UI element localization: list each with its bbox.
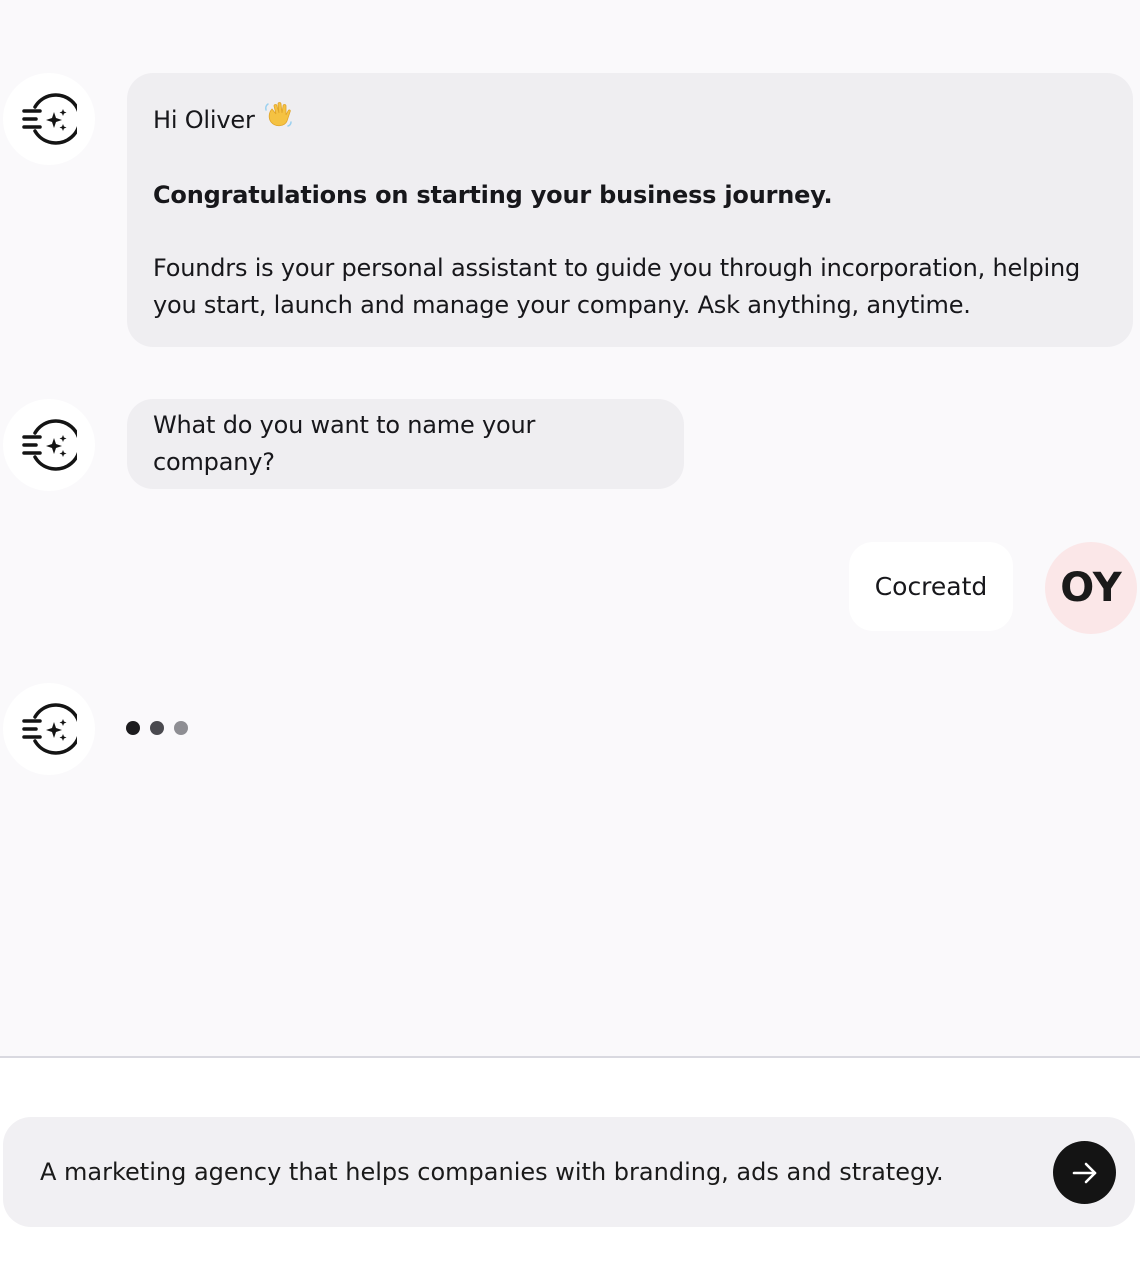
message-input-box[interactable] xyxy=(3,1117,1135,1227)
typing-indicator xyxy=(126,721,188,735)
user-message xyxy=(849,542,1013,631)
typing-dot xyxy=(174,721,188,735)
bot-avatar xyxy=(3,73,95,165)
typing-dot xyxy=(150,721,164,735)
message-title: Congratulations on starting your business journey. xyxy=(153,181,833,209)
message-body: Foundrs is your personal assistant to guide you through incorporation, helping you start, launch and manage your company. Ask anything, anytime. xyxy=(153,254,1081,319)
typing-dot xyxy=(126,721,140,735)
bot-message-question xyxy=(127,399,684,489)
bot-avatar xyxy=(3,399,95,491)
foundrs-logo-icon xyxy=(21,417,77,473)
arrow-right-icon xyxy=(1070,1158,1100,1188)
greeting-line xyxy=(153,100,1107,141)
greeting-text: Hi Oliver xyxy=(153,106,255,134)
message-text: What do you want to name your company? xyxy=(153,411,536,476)
foundrs-logo-icon xyxy=(21,701,77,757)
send-button[interactable] xyxy=(1053,1141,1116,1204)
avatar-initials: OY xyxy=(1060,565,1122,611)
user-avatar xyxy=(1045,542,1137,634)
foundrs-logo-icon xyxy=(21,91,77,147)
waving-hand-icon xyxy=(263,100,293,141)
bot-message-welcome xyxy=(127,73,1133,347)
message-input[interactable]: A marketing agency that helps companies with branding, ads and strategy. xyxy=(40,1158,944,1186)
bot-avatar xyxy=(3,683,95,775)
message-text: Cocreatd xyxy=(874,572,988,601)
